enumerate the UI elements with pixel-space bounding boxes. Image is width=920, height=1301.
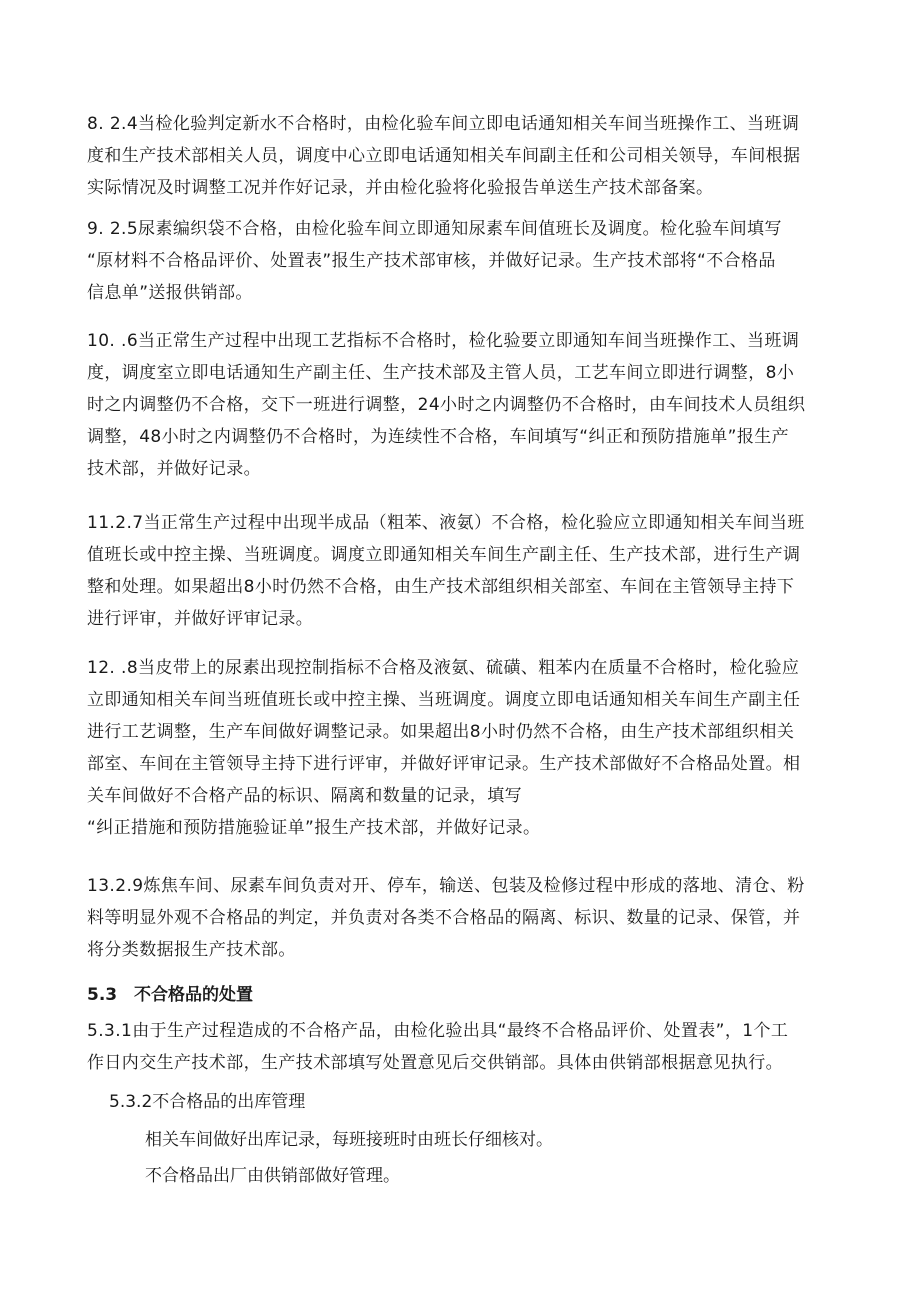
text-line: 整和处理。如果超出8小时仍然不合格，由生产技术部组织相关部室、车间在主管领导主持下 xyxy=(87,577,795,597)
text-line: 度和生产技术部相关人员，调度中心立即电话通知相关车间副主任和公司相关领导，车间根据 xyxy=(87,146,801,166)
section-number: 5.3 xyxy=(87,985,118,1005)
text-line: 部室、车间在主管领导主持下进行评审，并做好评审记录。生产技术部做好不合格品处置。相 xyxy=(87,754,801,774)
text-line: 度，调度室立即电话通知生产副主任、生产技术部及主管人员，工艺车间立即进行调整，8小 xyxy=(87,363,795,383)
text-line: 实际情况及时调整工况并作好记录，并由检化验将化验报告单送生产技术部备案。 xyxy=(87,178,714,198)
paragraph-5-3-1 xyxy=(87,1015,847,1079)
text-line: 立即通知相关车间当班值班长或中控主操、当班调度。调度立即电话通知相关车间生产副主任 xyxy=(87,690,801,710)
text-line: 不合格品出厂由供销部做好管理。 xyxy=(145,1166,400,1186)
paragraph-12 xyxy=(87,652,847,844)
paragraph-11 xyxy=(87,507,847,635)
paragraph-13 xyxy=(87,870,847,966)
text-line: 信息单”送报供销部。 xyxy=(87,283,253,303)
text-line: 时之内调整仍不合格，交下一班进行调整，24小时之内调整仍不合格时，由车间技术人员组织 xyxy=(87,395,806,415)
text-line: 10. .6当正常生产过程中出现工艺指标不合格时，检化验要立即通知车间当班操作工、当班调 xyxy=(87,331,800,351)
text-line: 进行评审，并做好评审记录。 xyxy=(87,609,314,629)
text-line: 技术部，并做好记录。 xyxy=(87,459,261,479)
text-line: 值班长或中控主操、当班调度。调度立即通知相关车间生产副主任、生产技术部，进行生产调 xyxy=(87,545,801,565)
text-line: 12. .8当皮带上的尿素出现控制指标不合格及液氨、硫磺、粗苯内在质量不合格时，检化验应 xyxy=(87,658,800,678)
paragraph-9 xyxy=(87,213,847,309)
text-line: 8. 2.4当检化验判定新水不合格时，由检化验车间立即电话通知相关车间当班操作工、当班调 xyxy=(87,114,800,134)
paragraph-10 xyxy=(87,325,847,485)
text-line: 进行工艺调整，生产车间做好调整记录。如果超出8小时仍然不合格，由生产技术部组织相关 xyxy=(87,722,795,742)
text-line: 料等明显外观不合格品的判定，并负责对各类不合格品的隔离、标识、数量的记录、保管，并 xyxy=(87,908,801,928)
text-line: 11.2.7当正常生产过程中出现半成品（粗苯、液氨）不合格，检化验应立即通知相关车间当班 xyxy=(87,513,805,533)
subsection-title: 5.3.2不合格品的出库管理 xyxy=(109,1092,306,1112)
section-heading xyxy=(87,979,253,1011)
text-line: 13.2.9炼焦车间、尿素车间负责对开、停车，输送、包装及检修过程中形成的落地、清仓、粉 xyxy=(87,876,805,896)
text-line: 9. 2.5尿素编织袋不合格，由检化验车间立即通知尿素车间值班长及调度。检化验车间填写 xyxy=(87,219,782,239)
text-line: 调整，48小时之内调整仍不合格时，为连续性不合格，车间填写“纠正和预防措施单”报生产 xyxy=(87,427,790,447)
text-line: 将分类数据报生产技术部。 xyxy=(87,940,296,960)
text-line: 相关车间做好出库记录，每班接班时由班长仔细核对。 xyxy=(145,1130,553,1150)
text-line: “纠正措施和预防措施验证单”报生产技术部，并做好记录。 xyxy=(87,818,541,838)
text-line: 关车间做好不合格产品的标识、隔离和数量的记录，填写 xyxy=(87,786,522,806)
text-line: 作日内交生产技术部，生产技术部填写处置意见后交供销部。具体由供销部根据意见执行。 xyxy=(87,1053,783,1073)
section-title: 不合格品的处置 xyxy=(134,985,253,1005)
paragraph-8 xyxy=(87,108,847,204)
text-line: 5.3.1由于生产过程造成的不合格产品，由检化验出具“最终不合格品评价、处置表”，1个工 xyxy=(87,1021,789,1041)
text-line: “原材料不合格品评价、处置表”报生产技术部审核，并做好记录。生产技术部将“不合格品 xyxy=(87,251,776,271)
